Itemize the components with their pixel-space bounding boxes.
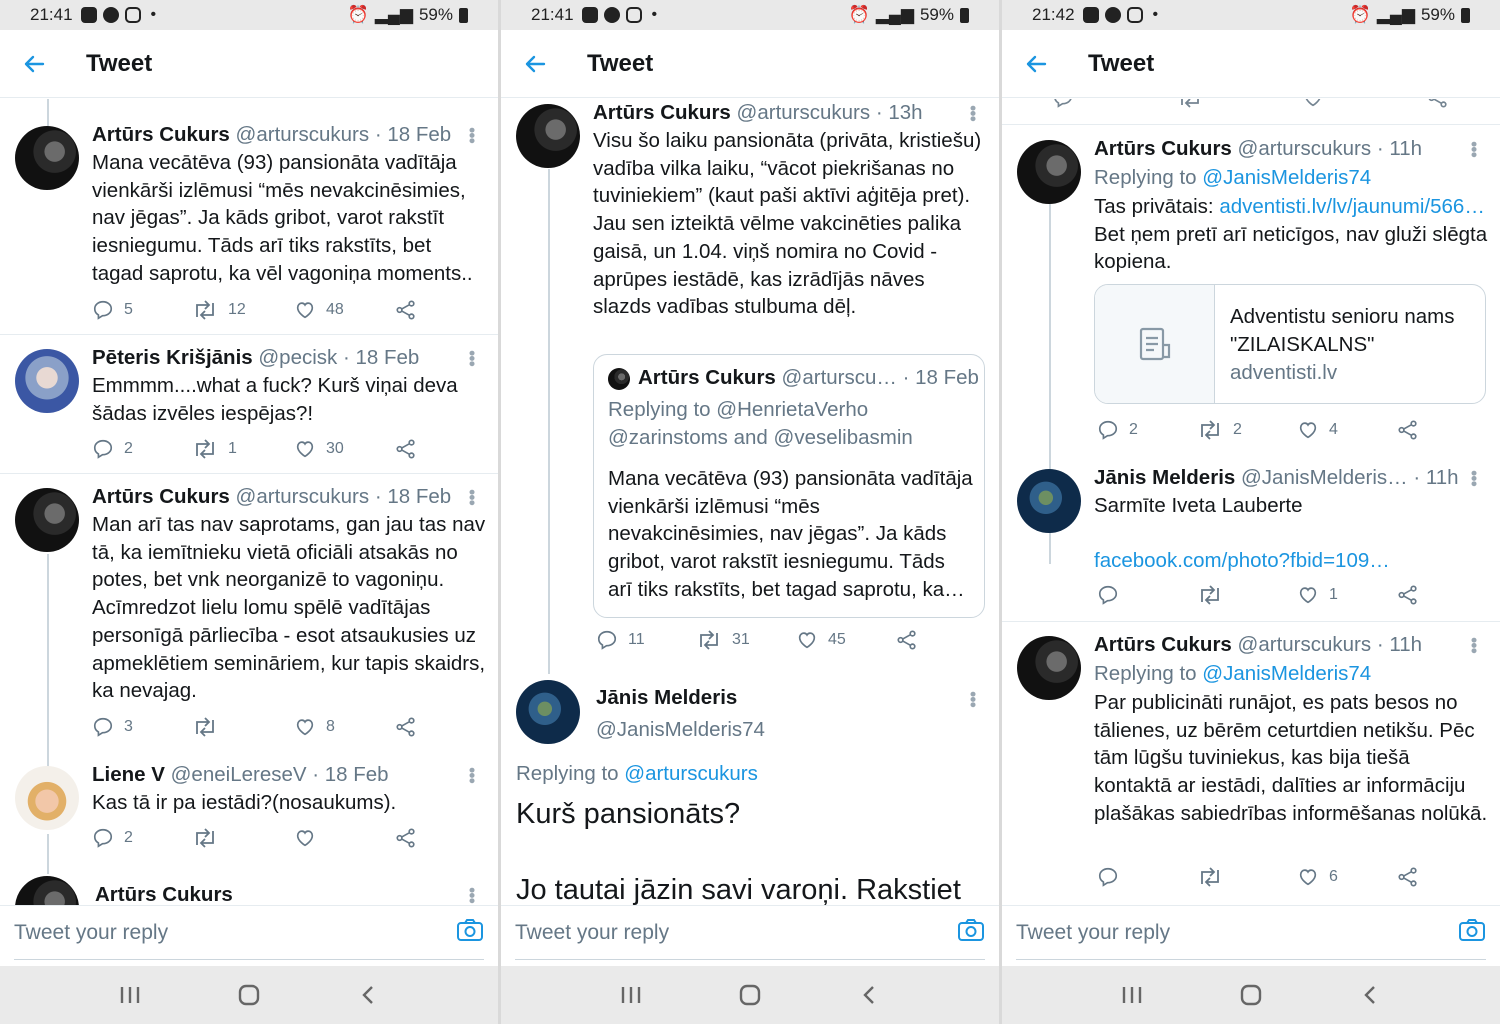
retweet-count: 1 [228,440,237,457]
author-name[interactable]: Artūrs Cukurs [92,123,230,146]
share-button[interactable] [395,716,417,738]
pinterest-icon [1105,7,1121,23]
author-meta: @arturscukurs · 11h [1237,137,1423,160]
author-meta: @arturscukurs · 18 Feb [235,485,452,508]
tweet-actions [1097,584,1477,610]
quote-text: Mana vecātēva (93) pansionāta vadītāja vienkārši izlēmusi “mēs nevakcinēsimies, nav jēgas”. Ja kāds gribot, varot rakstīt iesniegumu. Tāds arī tiks rakstīts, bet tagad saprotu, ka… [608,467,973,601]
quote-avatar [608,368,630,390]
document-icon [1095,285,1215,403]
tweet[interactable] [1002,628,1500,898]
reply-count: 2 [124,829,133,846]
author-name[interactable]: Artūrs Cukurs [92,485,230,508]
reply-button[interactable] [1097,584,1129,606]
tweet[interactable] [0,480,498,742]
tweet-actions [92,438,472,464]
avatar[interactable] [516,680,580,744]
replying-to [1094,163,1371,192]
more-options-icon[interactable]: ••• [1464,470,1484,486]
more-options-icon[interactable]: ••• [462,350,482,366]
author-name[interactable]: Jānis Melderis [1094,466,1236,489]
recent-apps-icon[interactable] [110,975,150,1015]
instagram-icon [125,7,141,23]
quoted-tweet[interactable] [593,354,985,618]
main-author-handle-row [596,717,765,743]
tweet-header [1094,632,1422,658]
battery-level: 59% [919,5,954,24]
reply-button[interactable] [92,827,133,849]
wifi-signal-icon: ▂▄▆ [875,5,914,24]
link-card[interactable] [1094,284,1486,404]
camera-icon[interactable] [1458,917,1486,948]
retweet-button[interactable] [1177,99,1203,109]
pinterest-icon [103,7,119,23]
author-name[interactable]: Artūrs Cukurs [1094,137,1232,160]
screen-3 [1002,0,1500,1024]
retweet-count: 12 [228,301,246,318]
system-nav-bar [501,966,999,1024]
share-button[interactable] [1397,584,1419,606]
tweet-header [92,762,389,788]
system-back-icon[interactable] [1350,975,1390,1015]
more-options-icon[interactable]: ••• [462,127,482,143]
avatar[interactable] [1017,636,1081,700]
app-header [1002,30,1500,98]
like-count: 8 [326,718,335,735]
tweet-link[interactable]: adventisti.lv/lv/jaunumi/566… [1219,195,1485,218]
page-title: Tweet [587,49,654,77]
tweet-text: Par publicināti runājot, es pats besos no tālienes, uz bērēm ceturtdien netikšu. Pēc tām lūgšu tuviniekus, kas bija tiešā kontaktā ar iestādi, dalīties ar informāciju plašākas sabiedrības informēšanas nolūkā. [1094,691,1488,825]
system-back-icon[interactable] [348,975,388,1015]
tweet[interactable] [501,99,999,669]
tweet-actions [1097,866,1477,892]
page-title: Tweet [1088,49,1155,77]
divider [0,473,498,474]
like-count: 48 [326,301,344,318]
avatar[interactable] [15,876,79,905]
author-name[interactable]: Jānis Melderis [596,686,738,709]
pinterest-icon [604,7,620,23]
retweet-count: 31 [732,631,750,648]
share-button[interactable] [1427,99,1449,109]
more-options-icon[interactable]: ••• [1464,141,1484,157]
battery-level: 59% [418,5,453,24]
tweet-text: Kas tā ir pa iestādi?(nosaukums). [92,791,397,814]
more-options-icon[interactable]: ••• [462,887,482,903]
reply-input[interactable]: Tweet your reply [14,920,169,944]
share-button[interactable] [395,438,417,460]
tweet[interactable] [0,119,498,345]
main-tweet-text-continued: Jo tautai jāzin savi varoņi. Rakstiet [516,874,961,905]
more-options-icon[interactable]: ••• [462,767,482,783]
share-button[interactable] [395,827,417,849]
tweet[interactable] [0,876,498,905]
retweet-button[interactable] [696,629,750,651]
screen-2 [501,0,999,1024]
wifi-signal-icon: ▂▄▆ [1376,5,1415,24]
avatar[interactable] [1017,140,1081,204]
more-options-icon[interactable]: ••• [963,105,983,121]
retweet-button[interactable] [192,299,246,321]
tweet-header [95,882,233,905]
recent-apps-icon[interactable] [1112,975,1152,1015]
more-notifications-icon: • [1152,6,1159,23]
author-meta: @arturscukurs · 18 Feb [235,123,452,146]
back-arrow-icon[interactable] [20,50,48,78]
retweet-button[interactable] [192,827,228,849]
reply-button[interactable] [1052,99,1074,109]
card-title: Adventistu senioru nams "ZILAISKALNS" [1230,305,1455,356]
tweet-link[interactable]: facebook.com/photo?fbid=109… [1094,549,1390,572]
like-button[interactable] [1302,99,1324,109]
tweet-text: Man arī tas nav saprotams, gan jau tas nav tā, ka iemītnieku vietā oficiāli atsakās no potes, bet vnk neorganizē to vagoniņu. Acīmredzot lielu lomu spēlē vadītājas personīgā pārliecība - esot atsaukusies uz apmeklētiem semināriem, kur tapis skaidrs, ka nevajag. [92,513,486,703]
reply-input[interactable]: Tweet your reply [515,920,670,944]
tweet-feed[interactable] [1002,99,1500,905]
battery-icon [459,8,468,23]
share-button[interactable] [1397,419,1419,441]
reply-count: 11 [628,631,645,648]
instagram-icon [1127,7,1143,23]
replying-prefix: Replying to [1094,662,1197,685]
tweet[interactable] [1002,132,1500,462]
more-notifications-icon: • [150,6,157,23]
author-meta: @arturscukurs · 11h [1237,633,1423,656]
like-button[interactable] [294,438,344,460]
author-name[interactable]: Artūrs Cukurs [95,883,233,905]
replying-to [516,759,758,788]
reply-count: 5 [124,301,133,318]
home-icon[interactable] [730,975,770,1015]
author-meta: @pecisk · 18 Feb [258,346,420,369]
author-name[interactable]: Pēteris Krišjānis [92,346,253,369]
reply-bar [501,905,999,965]
reply-button[interactable] [92,438,133,460]
tweet-feed[interactable] [501,99,999,905]
divider [1002,124,1500,125]
app-notification-icon [1083,7,1099,23]
battery-level: 59% [1420,5,1455,24]
retweet-count: 2 [1233,421,1242,438]
share-button[interactable] [395,299,417,321]
notification-icons [81,6,157,24]
app-header [501,30,999,98]
tweet-text: Visu šo laiku pansionāta (privāta, kristiešu) vadība vilka laiku, “vācot piekrišanas no tuviniekiem” (kaut paši aktīvi aģitēja pret). Jau sen izteiktā vēlme vakcinēties palika gaisā, un 1.04. viņš nomira no Covid - aprūpes iestādē, kas izrādījās nāves slazds vadības stulbuma dēļ. [593,129,982,319]
retweet-button[interactable] [192,716,228,738]
reply-button[interactable] [596,629,645,651]
system-back-icon[interactable] [849,975,889,1015]
tweet-header [92,122,451,148]
tweet[interactable] [0,341,498,479]
replying-prefix: Replying to [516,762,619,785]
author-name[interactable]: Artūrs Cukurs [593,101,731,124]
system-nav-bar [1002,966,1500,1024]
tweet-text: Emmmm....what a fuck? Kurš viņai deva šādas izvēles iespējas?! [92,374,458,425]
like-count: 4 [1329,421,1338,438]
status-time: 21:41 [531,5,574,24]
reply-button[interactable] [92,716,133,738]
like-button[interactable] [1297,584,1338,606]
tweet-text: Mana vecātēva (93) pansionāta vadītāja vienkārši izlēmusi “mēs nevakcinēsimies, nav jēgas”. Ja kāds gribot, varot rakstīt iesniegumu. Tāds arī tiks rakstīts, bet tagad saprotu, ka vēl vagoniņa moments.. [92,151,473,285]
tweet-text [1094,193,1489,276]
reply-bar [1002,905,1500,965]
alarm-icon: ⏰ [1349,5,1371,24]
divider [1002,621,1500,622]
back-arrow-icon[interactable] [1022,50,1050,78]
reply-button[interactable] [1097,866,1129,888]
page-title: Tweet [86,49,153,77]
alarm-icon: ⏰ [848,5,870,24]
tweet-actions [92,716,472,742]
more-options-icon[interactable]: ••• [1464,637,1484,653]
avatar[interactable] [15,126,79,190]
tweet-header [1094,136,1422,162]
main-author-name-row [596,685,737,711]
like-button[interactable] [796,629,846,651]
tweet-header [593,100,923,126]
retweet-button[interactable] [192,438,237,460]
like-count: 6 [1329,868,1338,885]
tweet-actions [92,299,472,325]
quote-replying: Replying to @HenrietaVerho @zarinstoms and @veselibasmin [608,398,913,449]
app-notification-icon [81,7,97,23]
like-button[interactable] [1297,419,1338,441]
like-count: 45 [828,631,846,648]
author-name[interactable]: Liene V [92,763,165,786]
app-header [0,30,498,98]
tweet-text-a: Tas privātais: [1094,195,1220,218]
retweet-button[interactable] [1197,584,1233,606]
replying-to [1094,659,1371,688]
share-button[interactable] [1397,866,1419,888]
avatar[interactable] [1017,469,1081,533]
retweet-button[interactable] [1197,866,1233,888]
notification-icons [1083,6,1159,24]
camera-icon[interactable] [456,917,484,948]
divider [0,334,498,335]
share-button[interactable] [896,629,918,651]
alarm-icon: ⏰ [347,5,369,24]
tweet-feed[interactable] [0,99,498,905]
replying-to-link[interactable]: @arturscukurs [624,762,758,785]
battery-icon [1461,8,1470,23]
reply-input[interactable]: Tweet your reply [1016,920,1171,944]
status-bar [501,0,999,30]
tweet-actions [1097,419,1477,445]
reply-bar [0,905,498,965]
card-domain: adventisti.lv [1230,361,1338,384]
screen-1 [0,0,498,1024]
instagram-icon [626,7,642,23]
quote-header [638,365,979,391]
app-notification-icon [582,7,598,23]
tweet-actions [92,827,472,853]
reply-count: 3 [124,718,133,735]
wifi-signal-icon: ▂▄▆ [374,5,413,24]
avatar[interactable] [516,104,580,168]
author-handle: @JanisMelderis74 [596,718,765,741]
notification-icons [582,6,658,24]
tweet-header [92,345,419,371]
tweet-text-b: Bet ņem pretī arī neticīgos, nav gluži slēgta kopiena. [1094,222,1488,274]
author-meta: @arturscukurs · 13h [736,101,923,124]
previous-tweet-actions [1052,99,1432,113]
replying-to-link[interactable]: @JanisMelderis74 [1202,166,1372,189]
quote-author-name: Artūrs Cukurs [638,366,776,389]
more-notifications-icon: • [651,6,658,23]
like-button[interactable] [294,716,335,738]
card-text [1230,303,1485,387]
more-options-icon[interactable]: ••• [462,489,482,505]
avatar[interactable] [15,488,79,552]
home-icon[interactable] [229,975,269,1015]
tweet-header [92,484,451,510]
like-count: 1 [1329,586,1338,603]
like-button[interactable] [1297,866,1338,888]
tweet-text: Sarmīte Iveta Lauberte [1094,494,1303,517]
reply-button[interactable] [92,299,133,321]
camera-icon[interactable] [957,917,985,948]
status-bar [0,0,498,30]
quote-author-meta: @arturscu… · 18 Feb [781,366,979,389]
reply-button[interactable] [1097,419,1138,441]
author-name[interactable]: Artūrs Cukurs [1094,633,1232,656]
more-options-icon[interactable]: ••• [963,691,983,707]
main-tweet-text: Kurš pansionāts? [516,798,741,830]
reply-count: 2 [1129,421,1138,438]
status-time: 21:41 [30,5,73,24]
tweet-header [1094,465,1459,491]
reply-count: 2 [124,440,133,457]
back-arrow-icon[interactable] [521,50,549,78]
status-time: 21:42 [1032,5,1075,24]
author-meta: @eneiLereseV · 18 Feb [170,763,389,786]
recent-apps-icon[interactable] [611,975,651,1015]
battery-icon [960,8,969,23]
author-meta: @JanisMelderis… · 11h [1241,466,1459,489]
avatar[interactable] [15,349,79,413]
system-nav-bar [0,966,498,1024]
home-icon[interactable] [1231,975,1271,1015]
tweet[interactable] [0,758,498,878]
like-button[interactable] [294,299,344,321]
retweet-button[interactable] [1197,419,1242,441]
like-button[interactable] [294,827,326,849]
replying-prefix: Replying to [1094,166,1197,189]
tweet-actions [596,629,976,655]
replying-to-link[interactable]: @JanisMelderis74 [1202,662,1372,685]
avatar[interactable] [15,766,79,830]
main-tweet[interactable] [501,671,999,905]
like-count: 30 [326,440,344,457]
status-bar [1002,0,1500,30]
tweet[interactable] [1002,461,1500,616]
